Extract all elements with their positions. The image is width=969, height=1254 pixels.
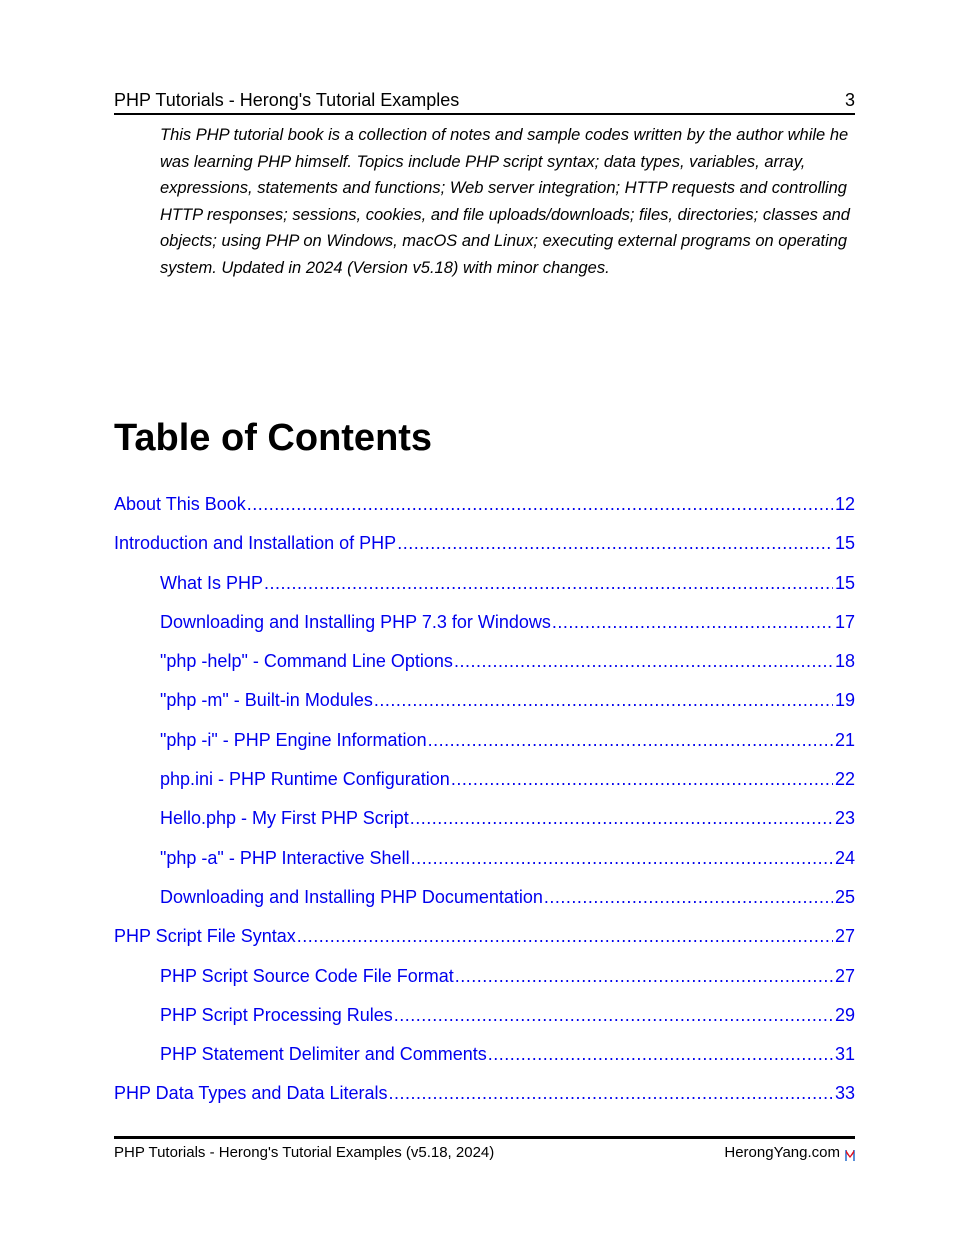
toc-leader-dots <box>374 687 833 713</box>
toc-leader-dots <box>297 923 833 949</box>
toc-entry-link[interactable]: php.ini - PHP Runtime Configuration <box>160 766 451 792</box>
toc-entry-page[interactable]: 22 <box>834 769 855 790</box>
herongyang-logo-icon <box>845 1147 855 1159</box>
toc-entry-page[interactable]: 24 <box>834 847 855 868</box>
toc-entry-link[interactable]: What Is PHP <box>160 570 264 596</box>
toc-entry-link[interactable]: "php -help" - Command Line Options <box>160 648 454 674</box>
toc-entry[interactable] <box>114 884 855 923</box>
toc-entry-page[interactable]: 27 <box>834 965 855 986</box>
toc-entry[interactable] <box>114 687 855 726</box>
toc-leader-dots <box>552 609 833 635</box>
toc-entry-link[interactable]: "php -m" - Built-in Modules <box>160 687 374 713</box>
toc-leader-dots <box>397 530 833 556</box>
toc-leader-dots <box>455 963 833 989</box>
page-footer <box>114 1136 855 1167</box>
toc-entry-link[interactable]: PHP Data Types and Data Literals <box>114 1080 389 1106</box>
toc-entry[interactable] <box>114 845 855 884</box>
toc-entry-link[interactable]: Hello.php - My First PHP Script <box>160 805 410 831</box>
toc-entry-page[interactable]: 27 <box>834 926 855 947</box>
toc-entry[interactable] <box>114 491 855 530</box>
toc-entry-page[interactable]: 29 <box>834 1004 855 1025</box>
toc-entry-link[interactable]: PHP Script File Syntax <box>114 923 297 949</box>
toc-entry[interactable] <box>114 1041 855 1080</box>
toc-leader-dots <box>247 491 833 517</box>
toc-title: Table of Contents <box>114 417 433 459</box>
table-of-contents <box>114 491 855 1120</box>
toc-entry-link[interactable]: "php -a" - PHP Interactive Shell <box>160 845 411 871</box>
toc-entry-link[interactable]: About This Book <box>114 491 247 517</box>
toc-entry[interactable] <box>114 923 855 962</box>
toc-entry[interactable] <box>114 727 855 766</box>
toc-entry-link[interactable]: "php -i" - PHP Engine Information <box>160 727 428 753</box>
toc-leader-dots <box>454 648 833 674</box>
toc-entry-page[interactable]: 12 <box>834 494 855 514</box>
toc-leader-dots <box>410 805 833 831</box>
toc-entry[interactable] <box>114 1002 855 1041</box>
toc-leader-dots <box>544 884 833 910</box>
page-header <box>114 89 855 115</box>
toc-leader-dots <box>411 845 833 871</box>
toc-entry[interactable] <box>114 530 855 569</box>
toc-leader-dots <box>428 727 833 753</box>
toc-entry[interactable] <box>114 1080 855 1119</box>
header-title: PHP Tutorials - Herong's Tutorial Examples <box>114 90 460 110</box>
toc-entry-page[interactable]: 15 <box>834 533 855 554</box>
footer-site <box>724 1143 855 1163</box>
page-number: 3 <box>844 90 855 110</box>
footer-book-title: PHP Tutorials - Herong's Tutorial Examples (v5.18, 2024) <box>114 1144 495 1161</box>
toc-entry[interactable] <box>114 570 855 609</box>
toc-entry-link[interactable]: PHP Statement Delimiter and Comments <box>160 1041 488 1067</box>
toc-entry-page[interactable]: 21 <box>834 729 855 750</box>
toc-entry-link[interactable]: PHP Script Processing Rules <box>160 1002 394 1028</box>
toc-leader-dots <box>488 1041 833 1067</box>
toc-entry[interactable] <box>114 805 855 844</box>
toc-entry-page[interactable]: 33 <box>834 1083 855 1104</box>
toc-entry-page[interactable]: 31 <box>834 1044 855 1065</box>
toc-entry-page[interactable]: 23 <box>834 808 855 829</box>
toc-entry[interactable] <box>114 766 855 805</box>
toc-entry-page[interactable]: 17 <box>834 611 855 632</box>
toc-entry-link[interactable]: PHP Script Source Code File Format <box>160 963 455 989</box>
toc-leader-dots <box>394 1002 833 1028</box>
footer-site-name: HerongYang.com <box>724 1144 840 1161</box>
toc-entry-link[interactable]: Downloading and Installing PHP 7.3 for Windows <box>160 609 552 635</box>
toc-entry[interactable] <box>114 609 855 648</box>
toc-leader-dots <box>389 1080 833 1106</box>
toc-entry-link[interactable]: Downloading and Installing PHP Documentation <box>160 884 544 910</box>
toc-entry-page[interactable]: 19 <box>834 690 855 711</box>
toc-entry[interactable] <box>114 963 855 1002</box>
toc-entry-link[interactable]: Introduction and Installation of PHP <box>114 530 397 556</box>
toc-entry[interactable] <box>114 648 855 687</box>
toc-leader-dots <box>451 766 833 792</box>
toc-entry-page[interactable]: 18 <box>834 651 855 672</box>
toc-entry-page[interactable]: 15 <box>834 572 855 593</box>
toc-entry-page[interactable]: 25 <box>834 886 855 907</box>
toc-leader-dots <box>264 570 833 596</box>
book-abstract: This PHP tutorial book is a collection of notes and sample codes written by the author while he was learning PHP himself. Topics include PHP script syntax; data types, variables, array, expressions, statements and functions; Web server integration; HTTP requests and controlling HTTP responses; sessions, cookies, and file uploads/downloads; files, directories; classes and objects; using PHP on Windows, macOS and Linux; executing external programs on operating system. Updated in 2024 (Version v5.18) with minor changes. <box>160 126 850 277</box>
